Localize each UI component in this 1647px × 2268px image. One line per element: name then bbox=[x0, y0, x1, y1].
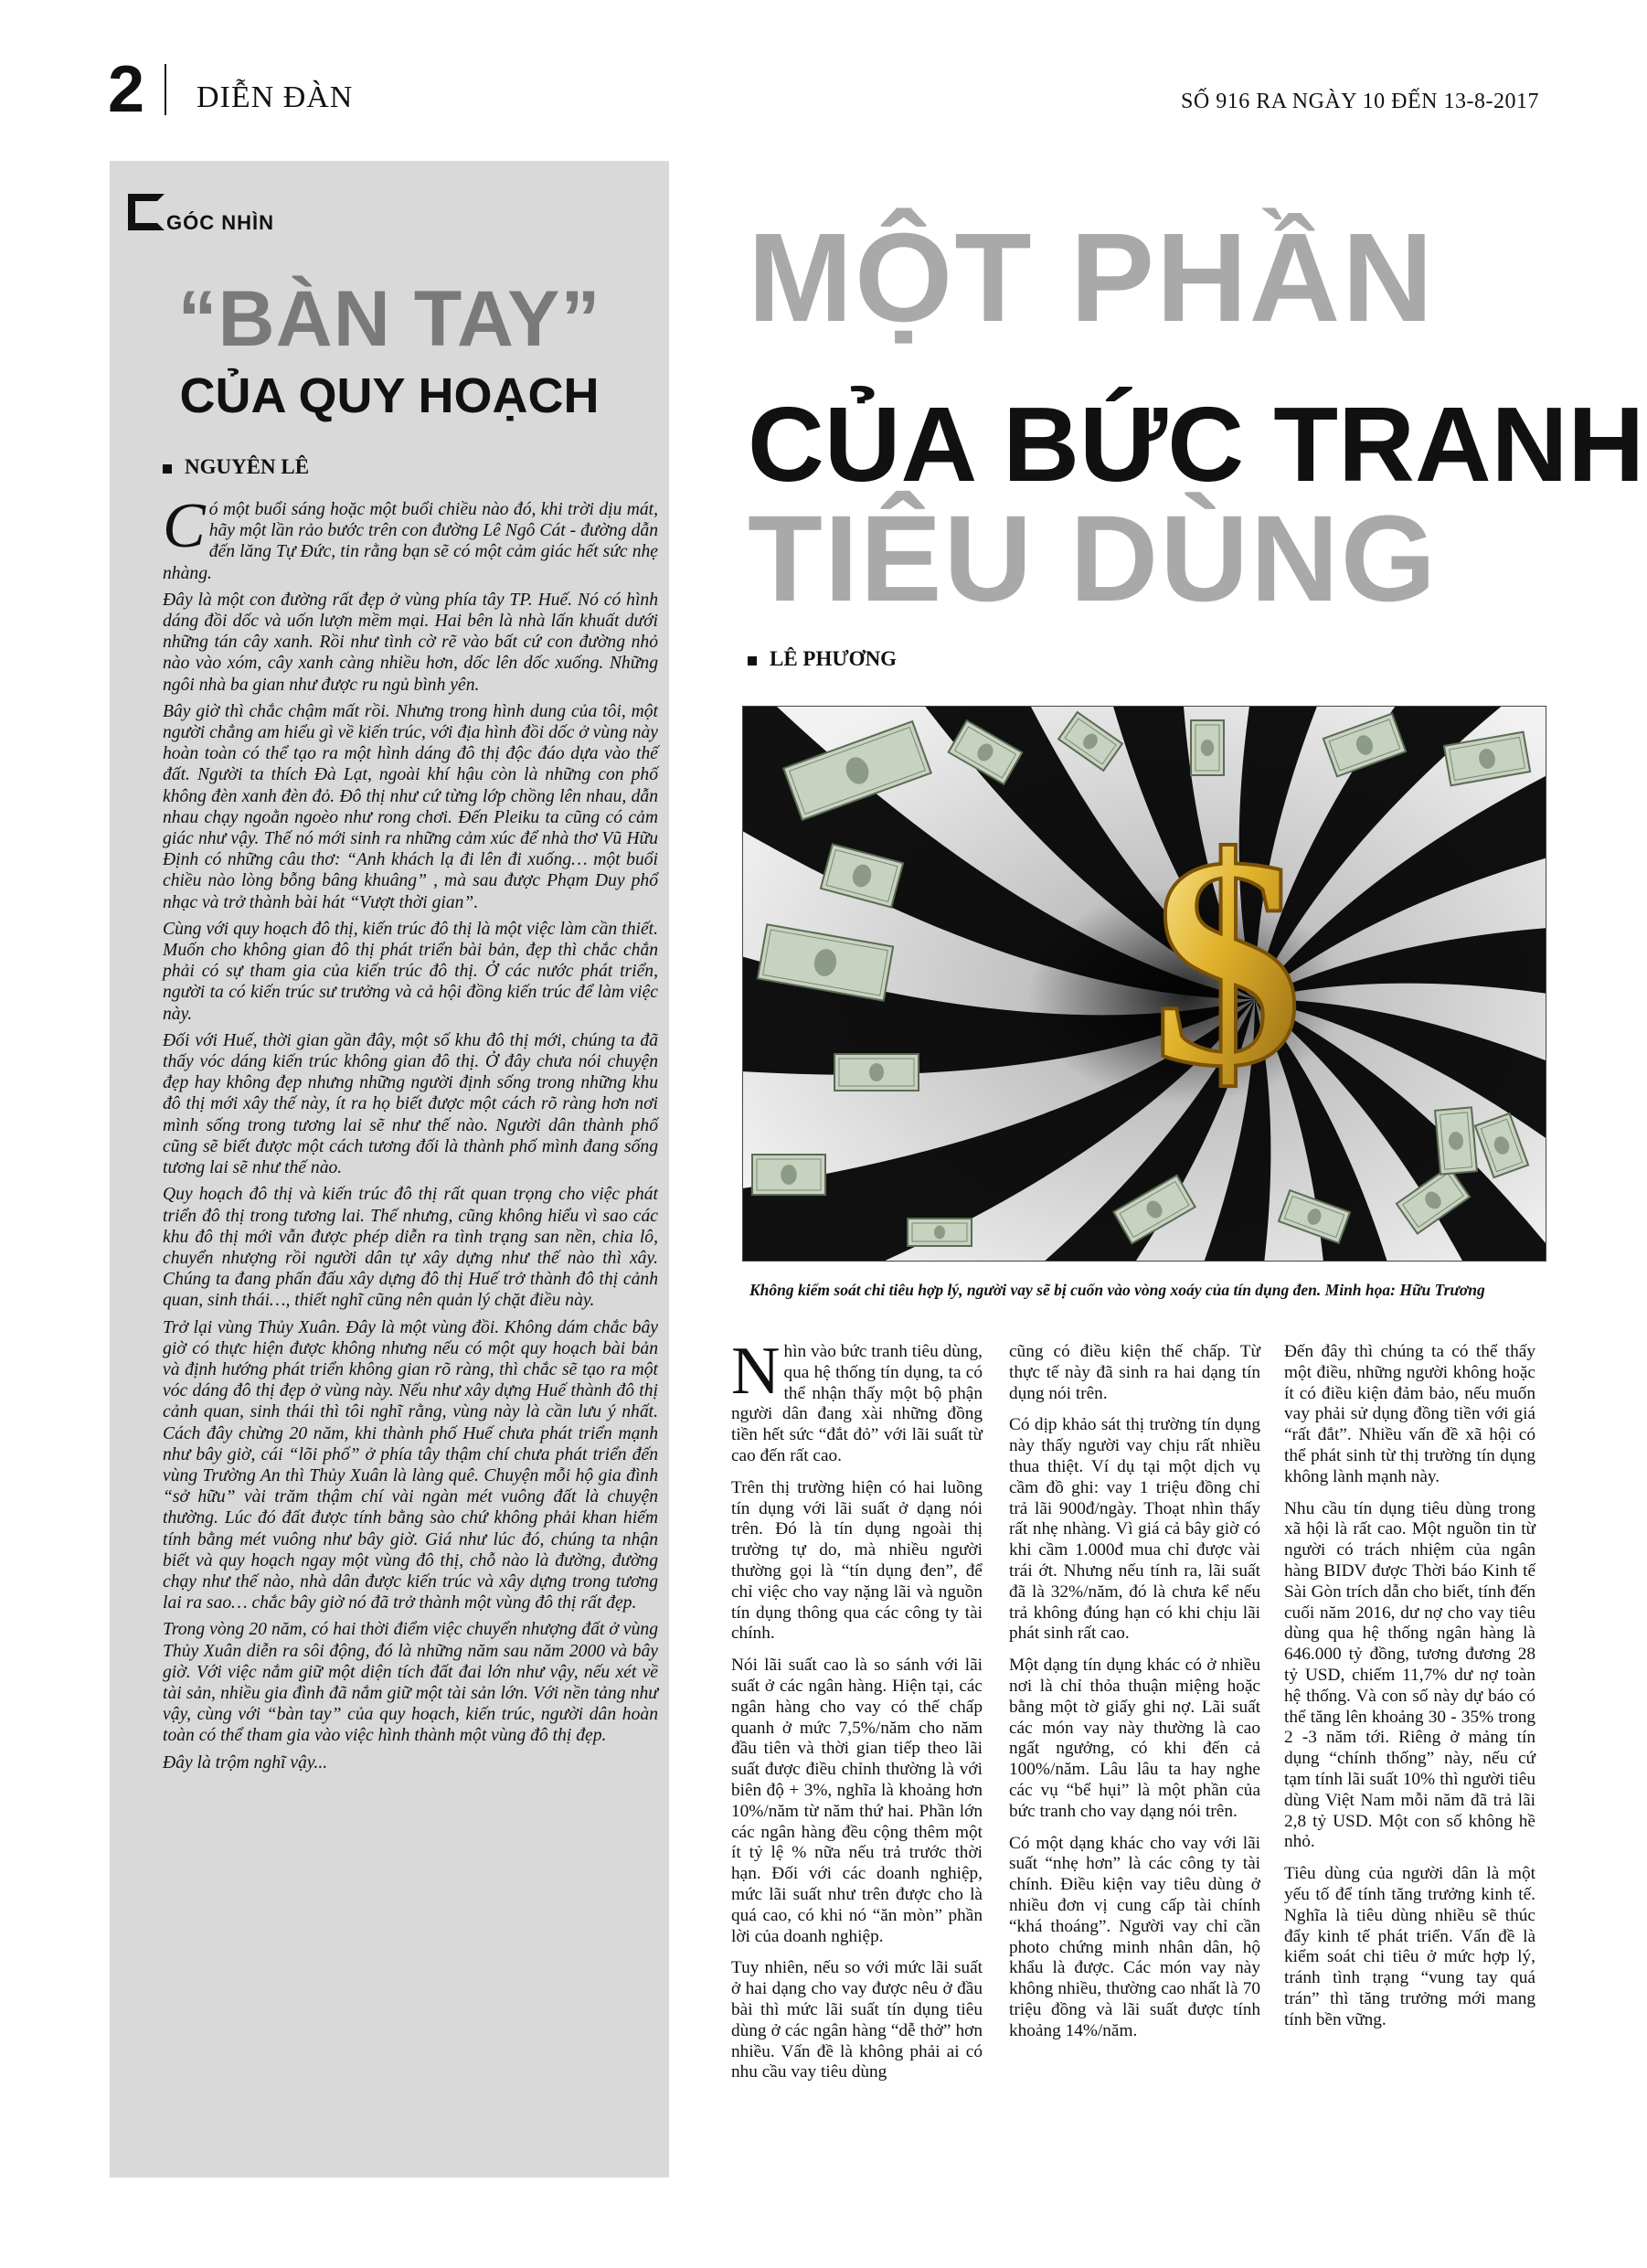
article-column-3 bbox=[1284, 1342, 1535, 2042]
sidebar-label: GÓC NHÌN bbox=[166, 211, 274, 234]
article-column-2 bbox=[1009, 1342, 1260, 2053]
sidebar-body bbox=[163, 491, 658, 1779]
article-paragraph: Tiêu dùng của người dân là một yếu tố để tính tăng trưởng kinh tế. Nghĩa là tiêu dùng nhiều sẽ thúc đẩy kinh tế phát triển. Vấn đề là kiểm soát chi tiêu ở mức hợp lý, tránh tình trạng “vung tay quá trán” thì tăng trưởng mới mang tính bền vững. bbox=[1284, 1864, 1535, 2029]
sidebar-paragraph: Đây là trộm nghĩ vậy... bbox=[163, 1752, 328, 1773]
article-paragraph: Có dịp khảo sát thị trường tín dụng này thấy người vay chịu rất nhiều thua thiệt. Ví dụ tại một dịch vụ cầm đồ ghi: vay 1 triệu đồng chỉ trả lãi 900đ/ngày. Thoạt nhìn thấy rất nhẹ nhàng. Vì giá cả bây giờ có khi cầm 1.000đ mua chỉ được vài trái ớt. Nhưng nếu tính ra, lãi suất đã là 32%/năm, đó là chưa kể nếu trả không đúng hạn có khi chịu lãi phát sinh rất cao. bbox=[1009, 1415, 1260, 1644]
sidebar-paragraph: Đây là một con đường rất đẹp ở vùng phía tây TP. Huế. Nó có hình dáng đồi dốc và uốn lượn mềm mại. Hai bên là nhà lấn khuất dưới những tán cây xanh. Rồi như tình cờ rẽ vào bất cứ con đường nhỏ nào vào xóm, cây xanh càng nhiều hơn, dốc lên dốc xuống. Những ngôi nhà ba gian như được ru ngủ bình yên. bbox=[163, 590, 658, 695]
sidebar-paragraph: Trong vòng 20 năm, có hai thời điểm việc chuyển nhượng đất ở vùng Thủy Xuân diễn ra sôi động, đó là những năm sau năm 2000 và bây giờ. Với việc nắm giữ một diện tích đất đai lớn như vậy, nếu xét về tài sản, nhiều gia đình đã nắm giữ một tài sản lớn. Với nền tảng như vậy, cùng với “bàn tay” của quy hoạch, kiến trúc, người dân hoàn toàn có thể tham gia vào việc hình thành một vùng đô thị đẹp. bbox=[163, 1620, 658, 1746]
article-paragraph: Có một dạng khác cho vay với lãi suất “nhẹ hơn” là các công ty tài chính. Điều kiện vay tiêu dùng ở nhiều đơn vị cung cấp tài chính “khá thoáng”. Người vay chỉ cần photo chứng minh nhân dân, hộ khẩu là được. Các món vay này không nhiều, thường cao nhất là 70 triệu đồng và lãi suất được tính khoảng 14%/năm. bbox=[1009, 1833, 1260, 2040]
article-paragraph: Đến đây thì chúng ta có thể thấy một điều, những người không hoặc ít có điều kiện đảm bảo, nếu muốn vay phải sử dụng đồng tiền với giá “rất đắt”. Nhiều vấn đề xã hội có thể phát sinh từ thị trường tín dụng không lành mạnh này. bbox=[1284, 1342, 1535, 1486]
sidebar-paragraph: Bây giờ thì chắc chậm mất rồi. Nhưng trong hình dung của tôi, một người chẳng am hiểu gì về kiến trúc, với địa hình đồi dốc ở vùng này hoàn toàn có thể tạo ra một hình dáng đô thị độc đáo dựa vào thế đất. Người ta thích Đà Lạt, ngoài khí hậu còn là những con phố không đèn xanh đèn đỏ. Đô thị như cứ từng lớp chồng lên nhau, dẫn nhau chạy ngoằn ngoèo như rong chơi. Đến Pleiku ta cũng có cảm giác như vậy. Thế nó mới sinh ra những cảm xúc để nhà thơ Vũ Hữu Định có những câu thơ: “Anh khách lạ đi lên đi xuống… một buổi chiều nào lòng bỗng bâng khuâng” , mà sau được Phạm Duy phổ nhạc và trở thành bài hát “Vượt thời gian”. bbox=[163, 701, 658, 912]
banknote-icon bbox=[1191, 720, 1224, 775]
sidebar-paragraph: Có một buổi sáng hoặc một buổi chiều nào đó, khi trời dịu mát, hãy một lần rảo bước trên con đường Lê Ngô Cát - đường dẫn đến lăng Tự Đức, tin rằng bạn sẽ có một cảm giác hết sức nhẹ nhàng. bbox=[163, 491, 658, 583]
article-column-1 bbox=[731, 1334, 983, 2094]
article-paragraph: Nhìn vào bức tranh tiêu dùng, qua hệ thống tín dụng, ta có thể nhận thấy một bộ phận người dân đang xài những đồng tiền hết sức “đắt đỏ” với lãi suất từ cao đến rất cao. bbox=[731, 1334, 983, 1465]
dollar-sign-icon: $ bbox=[1152, 795, 1303, 1129]
banknote-icon bbox=[834, 1054, 919, 1091]
sidebar-title-line1: “BÀN TAY” bbox=[177, 275, 601, 363]
banknote-icon bbox=[908, 1219, 972, 1246]
sidebar-goc-nhin bbox=[110, 161, 669, 2177]
issue-info: SỐ 916 RA NGÀY 10 ĐẾN 13-8-2017 bbox=[1181, 90, 1539, 113]
headline-line2: CỦA BỨC TRANH bbox=[748, 385, 1645, 504]
headline-line3: TIÊU DÙNG bbox=[748, 491, 1438, 627]
article-paragraph: Nhu cầu tín dụng tiêu dùng trong xã hội là rất cao. Một nguồn tin từ người có trách nhiệm của ngân hàng BIDV được Thời báo Kinh tế Sài Gòn trích dẫn cho biết, tính đến cuối năm 2016, dư nợ cho vay tiêu dùng qua hệ thống ngân hàng là 646.000 tỷ đồng, tương đương 28 tỷ USD, chiếm 11,7% dư nợ toàn hệ thống. Và con số này dự báo có thể tăng lên khoảng 30 - 35% trong 2 -3 năm tới. Riêng ở mảng tín dụng “chính thống” này, nếu cứ tạm tính lãi suất 10% thì người tiêu dùng Việt Nam mỗi năm đã trả lãi 2,8 tỷ USD. Một con số không hề nhỏ. bbox=[1284, 1498, 1535, 1852]
section-name: DIỄN ĐÀN bbox=[197, 80, 354, 114]
sidebar-paragraph: Trở lại vùng Thủy Xuân. Đây là một vùng đồi. Không dám chắc bây giờ có thực hiện được không nhưng nếu có một quy hoạch bài bản và định hướng phát triển không gian rõ ràng, thì chắc sẽ tạo ra một vóc dáng đô thị đẹp ở vùng này. Nếu như xây dựng Huế thành đô thị cảnh quan, sinh thái thì tôi nghĩ rằng, vùng này là cần lưu ý nhất. Cách đây chừng 20 năm, khi thành phố Huế chưa phát triển mạnh như bây giờ, cái “lõi phố” ở phía tây thậm chí chưa phát triển đến vùng Trường An thì Thủy Xuân là làng quê. Chuyện mỗi hộ gia đình “sở hữu” vài trăm thậm chí vài ngàn mét vuông đất là chuyện thường. Lúc đó đất được tính bằng sào chứ không phải khan hiếm tính bằng mét vuông như bây giờ. Giá như lúc đó, chúng ta nhận biết và quy hoạch ngay một vùng đô thị, chỗ nào là đường, đường chạy như thế nào, nhà dân được kiến trúc và xây dựng trong tương lai ra sao… chắc bây giờ nó đã trở thành một vùng đô thị rất đẹp. bbox=[163, 1317, 658, 1613]
article-paragraph: Một dạng tín dụng khác có ở nhiều nơi là chỉ thỏa thuận miệng hoặc bằng một tờ giấy ghi nợ. Lãi suất các món vay này thường là cao ngất ngưởng, có khi đến cả 100%/năm. Lâu lâu ta hay nghe các vụ “bể hụi” là một phần của bức tranh cho vay dạng nói trên. bbox=[1009, 1656, 1260, 1821]
sidebar-paragraph: Cùng với quy hoạch đô thị, kiến trúc đô thị là một việc làm cần thiết. Muốn cho không gian đô thị phát triển bài bản, đẹp thì chắc chắn phải có sự tham gia của kiến trúc đô thị. Ở các nước phát triển, người ta có kiến trúc sư trưởng và cả hội đồng kiến trúc để làm việc này. bbox=[163, 919, 658, 1024]
article-paragraph: cũng có điều kiện thế chấp. Từ thực tế này đã sinh ra hai dạng tín dụng nói trên. bbox=[1009, 1342, 1260, 1403]
header-divider bbox=[165, 64, 166, 115]
sidebar-title-line2: CỦA QUY HOẠCH bbox=[179, 368, 600, 423]
banknote-icon bbox=[1435, 1107, 1477, 1174]
banknote-icon bbox=[752, 1155, 825, 1195]
article-paragraph: Trên thị trường hiện có hai luồng tín dụng với lãi suất ở dạng nói trên. Đó là tín dụng ngoài thị trường tự do, mà nhiều người thường gọi là “tín dụng đen”, để chỉ việc cho vay nặng lãi và nguồn tín dụng thông qua các công ty tài chính. bbox=[731, 1477, 983, 1644]
headline-line1: MỘT PHẦN bbox=[748, 208, 1435, 348]
sidebar-author: NGUYÊN LÊ bbox=[163, 455, 309, 479]
sidebar-paragraph: Đối với Huế, thời gian gần đây, một số khu đô thị mới, chúng ta đã thấy vóc dáng kiến trúc không gian đô thị. Ở đây chưa nói chuyện đẹp hay không đẹp nhưng những người định sống trong những khu đô thị mới xây thế này, ít ra họ biết được một cách rõ ràng hơn nơi mình sống trong tương lai sẽ như thế nào. Người dân thành phố cũng sẽ biết được một cách tương đối là thành phố mình đang sống tương lai sẽ như thế nào. bbox=[163, 1030, 658, 1178]
spiral-graphic bbox=[743, 707, 1546, 1262]
dollar-spiral-illustration bbox=[742, 706, 1546, 1262]
article-paragraph: Nói lãi suất cao là so sánh với lãi suất ở các ngân hàng. Hiện tại, các ngân hàng cho vay có thế chấp quanh ở mức 7,5%/năm cho năm đầu tiên và thời gian tiếp theo lãi suất được điều chỉnh thường là với biên độ + 3%, nghĩa là khoảng hơn 10%/năm từ năm thứ hai. Phần lớn các ngân hàng đều cộng thêm một ít tỷ lệ % nữa nếu trả trước thời hạn. Đối với các doanh nghiệp, mức lãi suất như trên được cho là quá cao, có khi nó “ăn mòn” phần lời của doanh nghiệp. bbox=[731, 1656, 983, 1946]
sidebar-paragraph: Quy hoạch đô thị và kiến trúc đô thị rất quan trọng cho việc phát triển đô thị trong tương lai. Thế nhưng, cũng không hiểu vì sao các khu đô thị mới vẫn được phép diễn ra tình trạng san nền, chia lô, chuyển nhượng rồi người dân tự xây dựng như thế nào thì xây. Chúng ta đang phấn đấu xây dựng đô thị Huế trở thành đô thị cảnh quan, sinh thái…, thiết nghĩ cũng nên quản lý chặt điều này. bbox=[163, 1185, 658, 1311]
corner-bracket-icon bbox=[128, 194, 165, 230]
page-number: 2 bbox=[108, 53, 145, 126]
article-paragraph: Tuy nhiên, nếu so với mức lãi suất ở hai dạng cho vay được nêu ở đầu bài thì mức lãi suất tín dụng tiêu dùng ở các ngân hàng “dễ thở” hơn nhiều. Vấn đề là không phải ai có nhu cầu vay tiêu dùng bbox=[731, 1958, 983, 2082]
article-author: LÊ PHƯƠNG bbox=[748, 647, 897, 671]
illustration-caption: Không kiểm soát chi tiêu hợp lý, người vay sẽ bị cuốn vào vòng xoáy của tín dụng đen. Minh họa: Hữu Trương bbox=[749, 1281, 1485, 1299]
